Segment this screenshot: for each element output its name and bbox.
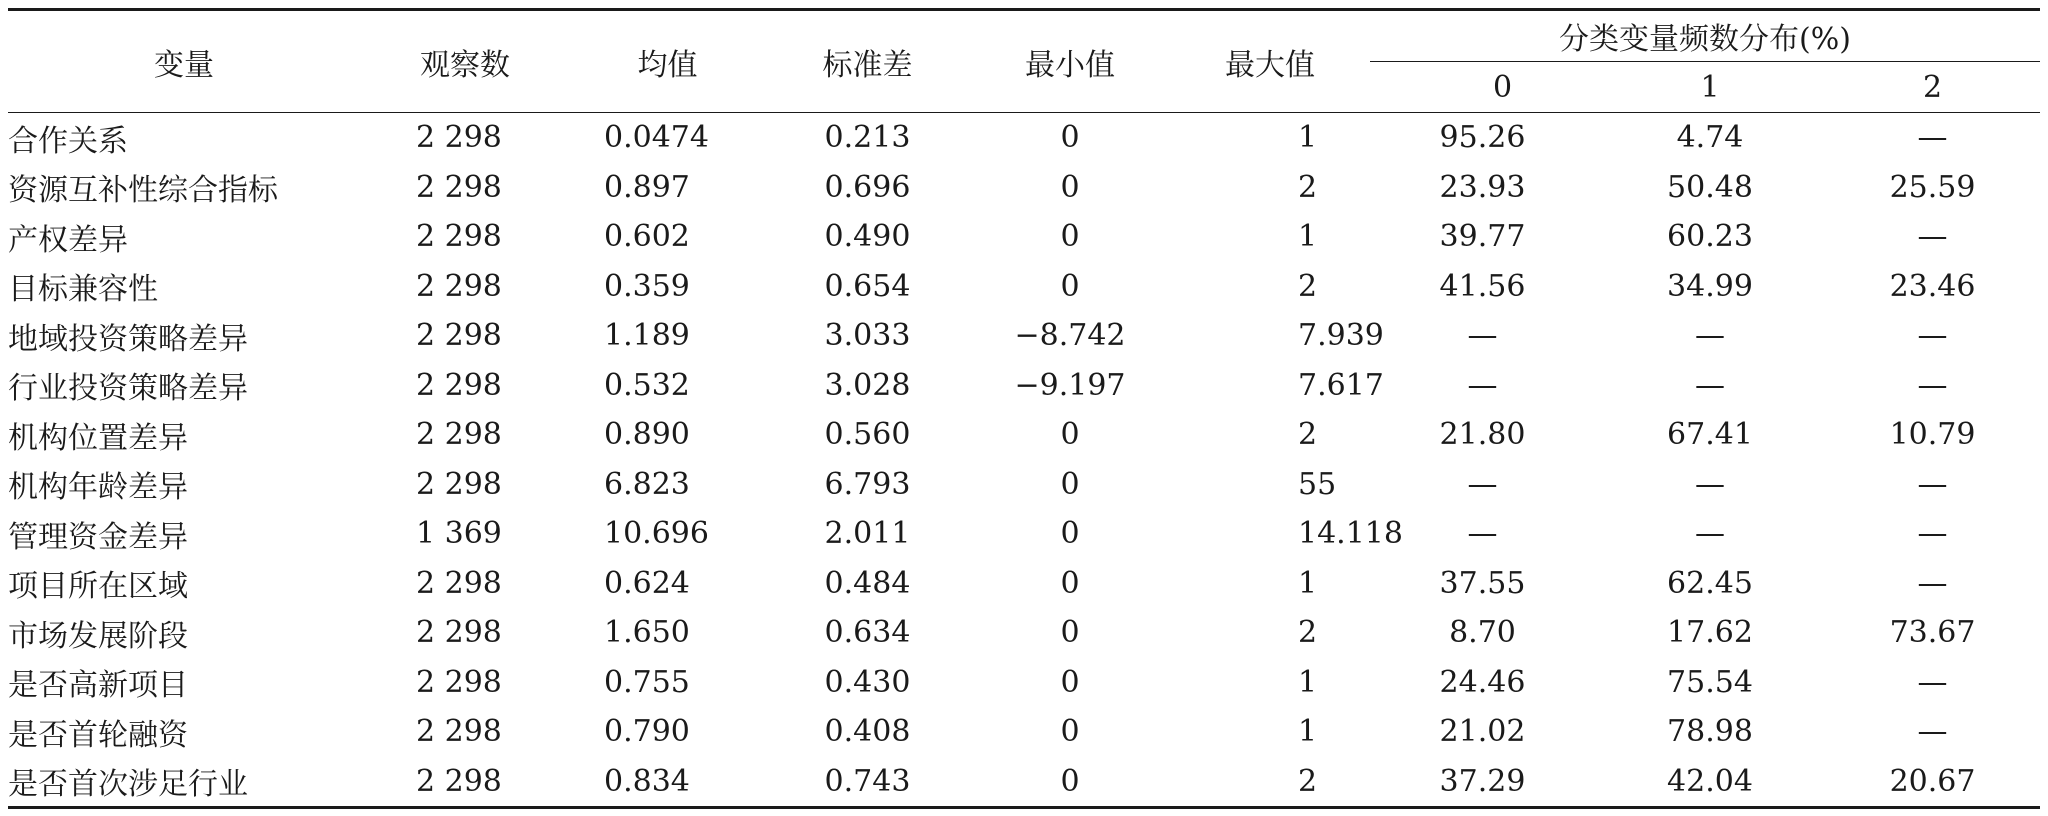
cell-variable: 机构年龄差异 [8, 470, 188, 506]
cell-freq-2: — [1917, 367, 1948, 403]
cell-min: 0 [1060, 219, 1080, 255]
cell-freq-1: 50.48 [1667, 169, 1753, 205]
cell-max: 2 [1170, 757, 1370, 808]
cell-variable: 管理资金差异 [8, 519, 188, 555]
descriptive-statistics-table [8, 8, 2040, 809]
cell-freq-2: — [1917, 318, 1948, 354]
cell-observations: 2 298 [416, 714, 502, 750]
header-variable: 变量 [8, 10, 360, 113]
cell-std-dev: 0.696 [824, 169, 911, 205]
cell-freq-1: 42.04 [1595, 757, 1825, 808]
cell-std-dev: 3.033 [824, 318, 911, 354]
table-row [8, 311, 2040, 361]
cell-std-dev: 3.028 [824, 367, 911, 403]
cell-min: 0 [970, 757, 1170, 808]
cell-freq-0: 39.77 [1439, 219, 1526, 255]
cell-std-dev: 6.793 [824, 466, 911, 502]
cell-variable: 项目所在区域 [8, 569, 188, 605]
cell-observations: 1 369 [416, 516, 502, 552]
header-freq-2: 2 [1825, 62, 2040, 113]
table-row [8, 410, 2040, 460]
cell-min: −9.197 [1014, 367, 1126, 403]
cell-std-dev: 2.011 [824, 516, 911, 552]
cell-freq-0: 37.55 [1439, 565, 1526, 601]
cell-min: 0 [1060, 615, 1080, 651]
cell-observations: 2 298 [416, 318, 502, 354]
header-freq-group: 分类变量频数分布(%) [1370, 10, 2040, 62]
cell-freq-0: 21.02 [1439, 714, 1526, 750]
cell-std-dev: 0.430 [824, 664, 911, 700]
table-row [8, 212, 2040, 262]
header-observations: 观察数 [360, 10, 570, 113]
cell-freq-0: 23.93 [1439, 169, 1526, 205]
cell-freq-1: 34.99 [1667, 268, 1753, 304]
cell-mean: 6.823 [604, 466, 690, 502]
cell-min: 0 [1060, 169, 1080, 205]
cell-observations: 2 298 [416, 417, 502, 453]
cell-min: 0 [1060, 565, 1080, 601]
cell-min: 0 [1060, 268, 1080, 304]
cell-mean: 10.696 [604, 516, 709, 552]
cell-variable: 行业投资策略差异 [8, 371, 248, 407]
cell-freq-1: 62.45 [1667, 565, 1753, 601]
cell-std-dev: 0.213 [824, 120, 911, 156]
cell-freq-1: — [1695, 516, 1725, 552]
cell-variable: 资源互补性综合指标 [8, 173, 278, 209]
cell-mean: 0.890 [604, 417, 690, 453]
cell-freq-2: 23.46 [1889, 268, 1976, 304]
cell-freq-2: 73.67 [1889, 615, 1976, 651]
header-std-dev: 标准差 [765, 10, 970, 113]
cell-freq-2: — [1917, 565, 1948, 601]
cell-freq-0: — [1467, 516, 1498, 552]
cell-variable: 是否高新项目 [8, 668, 188, 704]
cell-freq-0: 8.70 [1449, 615, 1516, 651]
cell-freq-0: 95.26 [1439, 120, 1526, 156]
table-row [8, 113, 2040, 163]
cell-std-dev: 0.743 [765, 757, 970, 808]
cell-freq-1: — [1695, 367, 1725, 403]
cell-freq-0: 21.80 [1439, 417, 1526, 453]
header-freq-0: 0 [1370, 62, 1595, 113]
cell-freq-1: 17.62 [1667, 615, 1753, 651]
cell-max: 1 [1298, 120, 1318, 156]
cell-max: 1 [1298, 219, 1318, 255]
cell-mean: 0.532 [604, 367, 690, 403]
cell-observations: 2 298 [360, 757, 570, 808]
table-row [8, 608, 2040, 658]
cell-mean: 1.189 [604, 318, 690, 354]
cell-mean: 1.650 [604, 615, 690, 651]
header-freq-1: 1 [1595, 62, 1825, 113]
cell-mean: 0.790 [604, 714, 690, 750]
cell-variable: 市场发展阶段 [8, 618, 188, 654]
cell-freq-1: 60.23 [1667, 219, 1753, 255]
cell-freq-0: 37.29 [1370, 757, 1595, 808]
cell-min: 0 [1060, 516, 1080, 552]
cell-freq-1: 4.74 [1676, 120, 1744, 156]
cell-mean: 0.834 [570, 757, 765, 808]
cell-freq-0: — [1467, 367, 1498, 403]
header-min: 最小值 [970, 10, 1170, 113]
cell-std-dev: 0.484 [824, 565, 911, 601]
cell-max: 1 [1298, 664, 1318, 700]
cell-freq-1: 75.54 [1667, 664, 1753, 700]
table-row [8, 460, 2040, 510]
cell-max: 14.118 [1298, 516, 1403, 552]
cell-max: 7.939 [1298, 318, 1384, 354]
cell-observations: 2 298 [416, 615, 502, 651]
cell-max: 1 [1298, 565, 1318, 601]
cell-min: 0 [1060, 714, 1080, 750]
cell-variable: 机构位置差异 [8, 420, 188, 456]
cell-max: 2 [1298, 417, 1318, 453]
cell-max: 55 [1298, 466, 1337, 502]
table-row [8, 163, 2040, 213]
cell-freq-1: 67.41 [1667, 417, 1753, 453]
table-row [8, 559, 2040, 609]
cell-std-dev: 0.490 [824, 219, 911, 255]
cell-mean: 0.0474 [604, 120, 709, 156]
cell-min: 0 [1060, 466, 1080, 502]
cell-mean: 0.897 [604, 169, 690, 205]
table-row [8, 509, 2040, 559]
cell-variable: 目标兼容性 [8, 272, 158, 308]
cell-mean: 0.602 [604, 219, 690, 255]
cell-freq-2: 10.79 [1889, 417, 1976, 453]
cell-std-dev: 0.408 [824, 714, 911, 750]
cell-max: 1 [1298, 714, 1318, 750]
cell-observations: 2 298 [416, 367, 502, 403]
cell-freq-2: — [1917, 664, 1948, 700]
cell-variable: 地域投资策略差异 [8, 321, 248, 357]
cell-observations: 2 298 [416, 466, 502, 502]
cell-variable: 产权差异 [8, 222, 128, 258]
cell-freq-0: 41.56 [1439, 268, 1526, 304]
header-max: 最大值 [1170, 10, 1370, 113]
table-row [8, 707, 2040, 757]
cell-mean: 0.359 [604, 268, 690, 304]
cell-max: 7.617 [1298, 367, 1384, 403]
header-mean: 均值 [570, 10, 765, 113]
cell-min: −8.742 [1014, 318, 1126, 354]
cell-observations: 2 298 [416, 219, 502, 255]
cell-observations: 2 298 [416, 120, 502, 156]
cell-freq-1: — [1695, 466, 1725, 502]
cell-min: 0 [1060, 664, 1080, 700]
cell-max: 2 [1298, 615, 1318, 651]
cell-freq-2: — [1917, 516, 1948, 552]
cell-variable: 合作关系 [8, 123, 128, 159]
cell-freq-2: — [1917, 466, 1948, 502]
cell-std-dev: 0.654 [824, 268, 911, 304]
cell-variable: 是否首轮融资 [8, 717, 188, 753]
cell-min: 0 [1060, 120, 1080, 156]
cell-freq-2: — [1917, 120, 1948, 156]
cell-observations: 2 298 [416, 169, 502, 205]
cell-freq-0: — [1467, 318, 1498, 354]
table-row [8, 361, 2040, 411]
cell-observations: 2 298 [416, 268, 502, 304]
cell-freq-1: 78.98 [1667, 714, 1753, 750]
cell-freq-2: — [1917, 219, 1948, 255]
cell-freq-1: — [1695, 318, 1725, 354]
cell-freq-0: — [1467, 466, 1498, 502]
cell-freq-2: 25.59 [1889, 169, 1976, 205]
cell-freq-0: 24.46 [1439, 664, 1526, 700]
cell-max: 2 [1298, 169, 1318, 205]
cell-freq-2: 20.67 [1825, 757, 2040, 808]
cell-observations: 2 298 [416, 565, 502, 601]
cell-std-dev: 0.634 [824, 615, 911, 651]
table-header [8, 10, 2040, 113]
cell-variable: 是否首次涉足行业 [8, 757, 360, 808]
table-row [8, 757, 2040, 808]
cell-observations: 2 298 [416, 664, 502, 700]
table-body [8, 113, 2040, 808]
cell-mean: 0.624 [604, 565, 690, 601]
table-row [8, 262, 2040, 312]
cell-freq-2: — [1917, 714, 1948, 750]
cell-max: 2 [1298, 268, 1318, 304]
table-row [8, 658, 2040, 708]
cell-mean: 0.755 [604, 664, 690, 700]
cell-min: 0 [1060, 417, 1080, 453]
cell-std-dev: 0.560 [824, 417, 911, 453]
